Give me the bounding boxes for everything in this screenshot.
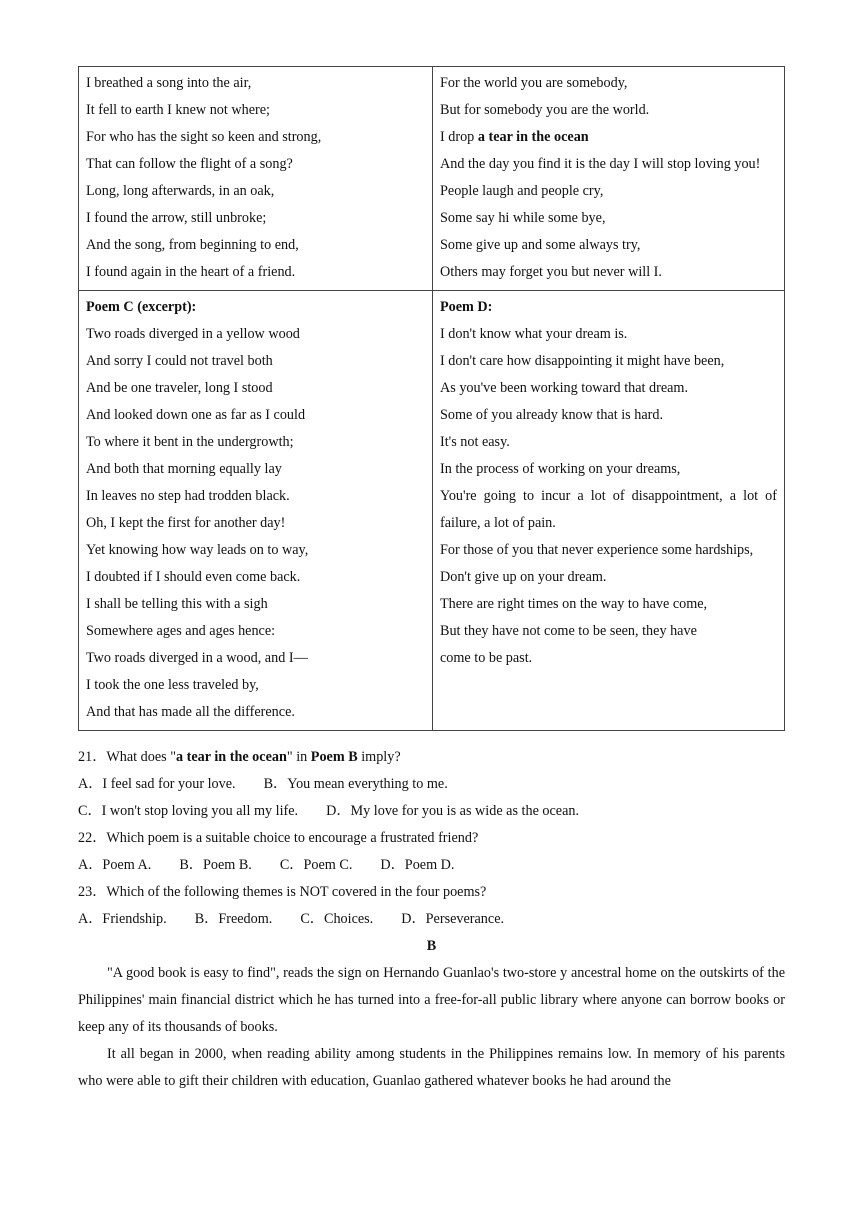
poem-line: Two roads diverged in a wood, and I— (86, 650, 308, 666)
poem-line: People laugh and people cry, (440, 183, 604, 199)
poem-line: But they have not come to be seen, they have (440, 623, 697, 639)
poem-line: Some of you already know that is hard. (440, 407, 664, 423)
poem-line: You're going to incur a lot of disappointment, a lot of failure, a lot of pain. (440, 488, 777, 531)
poem-line: I don't know what your dream is. (440, 326, 628, 342)
option-c: C．I won't stop loving you all my life. (78, 803, 299, 819)
option-a: A．Poem A. (78, 857, 152, 873)
poem-line: For who has the sight so keen and strong, (86, 129, 322, 145)
option-b: B．Poem B. (179, 857, 252, 873)
poem-line: I breathed a song into the air, (86, 75, 252, 91)
poem-d-cell (433, 291, 785, 731)
poem-c-cell (79, 291, 433, 731)
poem-line: It's not easy. (440, 434, 510, 450)
poem-line: And looked down one as far as I could (86, 407, 306, 423)
question-21 (78, 744, 785, 771)
poem-c-title: Poem C (excerpt): (86, 299, 197, 315)
poem-d-title: Poem D: (440, 299, 493, 315)
poem-line: Somewhere ages and ages hence: (86, 623, 276, 639)
option-a: A．I feel sad for your love. (78, 776, 236, 792)
poem-line: And be one traveler, long I stood (86, 380, 273, 396)
poem-line: And the day you find it is the day I will stop loving you! (440, 156, 761, 172)
poem-line: Yet knowing how way leads on to way, (86, 542, 309, 558)
poem-line: In leaves no step had trodden black. (86, 488, 290, 504)
poem-line: There are right times on the way to have come, (440, 596, 708, 612)
paragraph: It all began in 2000, when reading ability among students in the Philippines remains low. In memory of his parents who were able to gift their children with education, Guanlao gathered whatever books he had around the (78, 1046, 785, 1089)
poem-line: And sorry I could not travel both (86, 353, 273, 369)
option-d: D．Poem D. (380, 857, 455, 873)
poem-line: And both that morning equally lay (86, 461, 282, 477)
option-b: B．You mean everything to me. (263, 776, 448, 792)
poem-line: I shall be telling this with a sigh (86, 596, 268, 612)
question-21-options-row-2 (78, 798, 785, 825)
question-bold: Poem B (310, 749, 358, 765)
poem-line: It fell to earth I knew not where; (86, 102, 270, 118)
poem-line: I found again in the heart of a friend. (86, 264, 296, 280)
highlight-phrase: a tear in the ocean (477, 129, 589, 145)
poem-line: For those of you that never experience some hardships, (440, 542, 754, 558)
question-text: 21．What does " (78, 749, 176, 765)
poem-line: I took the one less traveled by, (86, 677, 259, 693)
question-23: 23．Which of the following themes is NOT covered in the four poems? (78, 884, 487, 900)
poem-line: I don't care how disappointing it might have been, (440, 353, 725, 369)
option-d: D．Perseverance. (401, 911, 505, 927)
question-22-options (78, 852, 785, 879)
poem-cell-top-left (79, 67, 433, 291)
question-text: imply? (357, 749, 401, 765)
poem-line: As you've been working toward that dream. (440, 380, 689, 396)
poem-line: And that has made all the difference. (86, 704, 295, 720)
poem-line-text: I drop (440, 129, 478, 145)
paragraph: "A good book is easy to find", reads the sign on Hernando Guanlao's two-store y ancestral home on the outskirts of the Philippines' main financial district which he has turned into a free-for-all public library where anyone can borrow books or keep any of its thousands of books. (78, 965, 785, 1035)
poem-line: Others may forget you but never will I. (440, 264, 662, 280)
poems-row-top (79, 67, 785, 291)
poem-line: Oh, I kept the first for another day! (86, 515, 286, 531)
poem-line: But for somebody you are the world. (440, 102, 650, 118)
poems-table (78, 66, 785, 731)
poem-line: For the world you are somebody, (440, 75, 628, 91)
option-d: D．My love for you is as wide as the ocean. (326, 803, 580, 819)
question-21-options-row-1 (78, 771, 785, 798)
poem-line: I found the arrow, still unbroke; (86, 210, 267, 226)
poem-line: Don't give up on your dream. (440, 569, 607, 585)
questions-section (78, 744, 785, 1095)
poem-line (440, 124, 777, 151)
question-bold: a tear in the ocean (176, 749, 287, 765)
poem-line: In the process of working on your dreams, (440, 461, 681, 477)
poem-line: Long, long afterwards, in an oak, (86, 183, 275, 199)
question-text: " in (286, 749, 311, 765)
poem-line: come to be past. (440, 650, 533, 666)
poem-cell-top-right (433, 67, 785, 291)
option-c: C．Choices. (300, 911, 374, 927)
poem-line: Some say hi while some bye, (440, 210, 606, 226)
question-22: 22．Which poem is a suitable choice to encourage a frustrated friend? (78, 830, 479, 846)
poem-line: And the song, from beginning to end, (86, 237, 299, 253)
poem-line: That can follow the flight of a song? (86, 156, 293, 172)
section-heading: B (426, 938, 437, 954)
poem-line: To where it bent in the undergrowth; (86, 434, 294, 450)
poem-line: Two roads diverged in a yellow wood (86, 326, 300, 342)
poem-line: Some give up and some always try, (440, 237, 641, 253)
question-23-options (78, 906, 785, 933)
poem-line: I doubted if I should even come back. (86, 569, 301, 585)
option-b: B．Freedom. (194, 911, 273, 927)
option-c: C．Poem C. (279, 857, 353, 873)
option-a: A．Friendship. (78, 911, 167, 927)
poems-row-bottom (79, 291, 785, 731)
